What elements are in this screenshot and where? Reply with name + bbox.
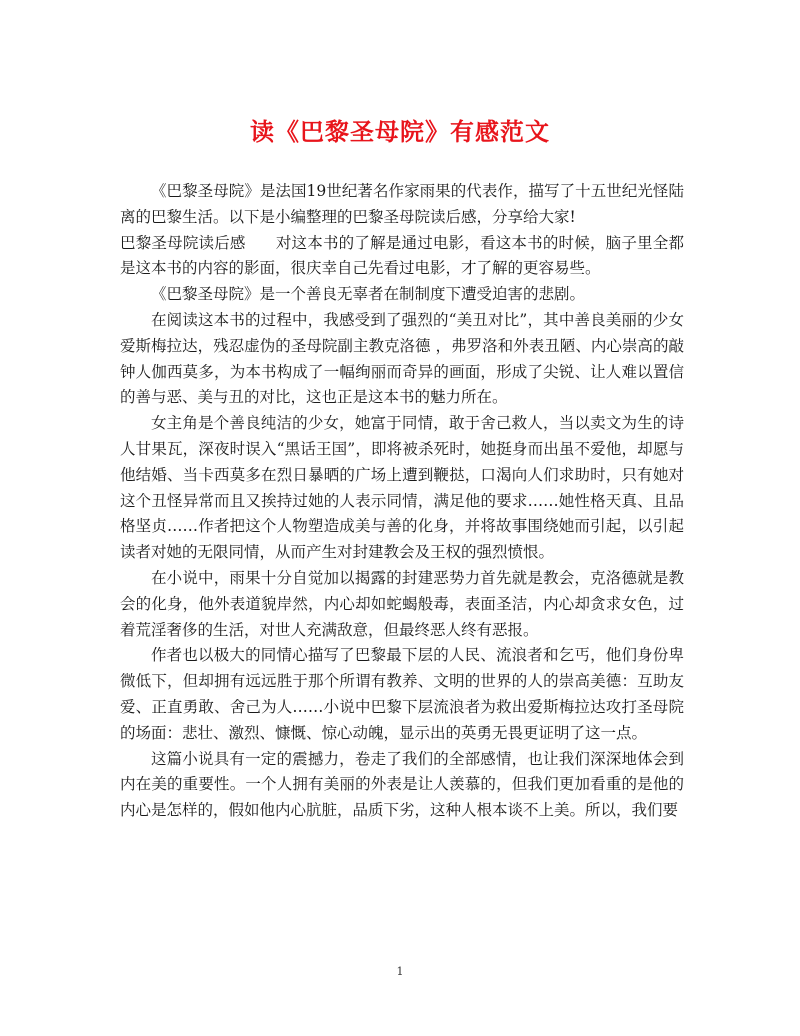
paragraph: 女主角是个善良纯洁的少女，她富于同情，敢于舍己救人，当以卖文为生的诗人甘果瓦，深夜时误入“黑话王国”，即将被杀死时，她挺身而出虽不爱他，却愿与他结婚、当卡西莫多在烈日暴晒的广场上遭到鞭挞，口渴向人们求助时，只有她对这个丑怪异常而且又挨持过她的人表示同情，满足他的要求……她性格天真、且品格坚贞……作者把这个人物塑造成美与善的化身，并将故事围绕她而引起，以引起读者对她的无限同情，从而产生对封建教会及王权的强烈愤恨。 [120, 414, 684, 562]
paragraph: 作者也以极大的同情心描写了巴黎最下层的人民、流浪者和乞丐，他们身份卑微低下，但却拥有远远胜于那个所谓有教养、文明的世界的人的崇高美德：互助友爱、正直勇敢、舍己为人……小说中巴黎下层流浪者为救出爱斯梅拉达攻打圣母院的场面：悲壮、激烈、慷慨、惊心动魄，显示出的英勇无畏更证明了这一点。 [120, 646, 684, 742]
paragraph-section-text: 对这本书的了解是通过电影，看这本书的时候，脑子里全都是这本书的内容的影面，很庆幸自己先看过电影，才了解的更容易些。 [120, 233, 684, 278]
page-title: 读《巴黎圣母院》有感范文 [250, 117, 550, 146]
paragraph: 《巴黎圣母院》是一个善良无辜者在制制度下遭受迫害的悲剧。 [151, 285, 586, 304]
paragraph-intro: 《巴黎圣母院》是法国19世纪著名作家雨果的代表作，描写了十五世纪光怪陆离的巴黎生活。以下是小编整理的巴黎圣母院读后感，分享给大家! [120, 182, 684, 226]
section-label: 巴黎圣母院读后感 [120, 233, 246, 252]
paragraph-section-start [120, 231, 684, 283]
paragraph: 这篇小说具有一定的震撼力，卷走了我们的全部感情，也让我们深深地体会到内在美的重要性。一个人拥有美丽的外表是让人羡慕的，但我们更加看重的是他的内心是怎样的，假如他内心肮脏，品质下劣，这种人根本谈不上美。所以，我们要 [120, 749, 684, 820]
page-number: 1 [396, 965, 404, 978]
body-text [120, 179, 684, 824]
paragraph: 在阅读这本书的过程中，我感受到了强烈的“美丑对比”，其中善良美丽的少女爱斯梅拉达，残忍虚伪的圣母院副主教克洛德 ，弗罗洛和外表丑陋、内心崇高的敲钟人伽西莫多，为本书构成了一幅绚丽而奇异的画面，形成了尖锐、让人难以置信的善与恶、美与丑的对比，这也正是这本书的魅力所在。 [120, 310, 684, 407]
paragraph: 在小说中，雨果十分自觉加以揭露的封建恶势力首先就是教会，克洛德就是教会的化身，他外表道貌岸然，内心却如蛇蝎般毒，表面圣洁，内心却贪求女色，过着荒淫奢侈的生活，对世人充满敌意，但最终恶人终有恶报。 [120, 568, 684, 639]
